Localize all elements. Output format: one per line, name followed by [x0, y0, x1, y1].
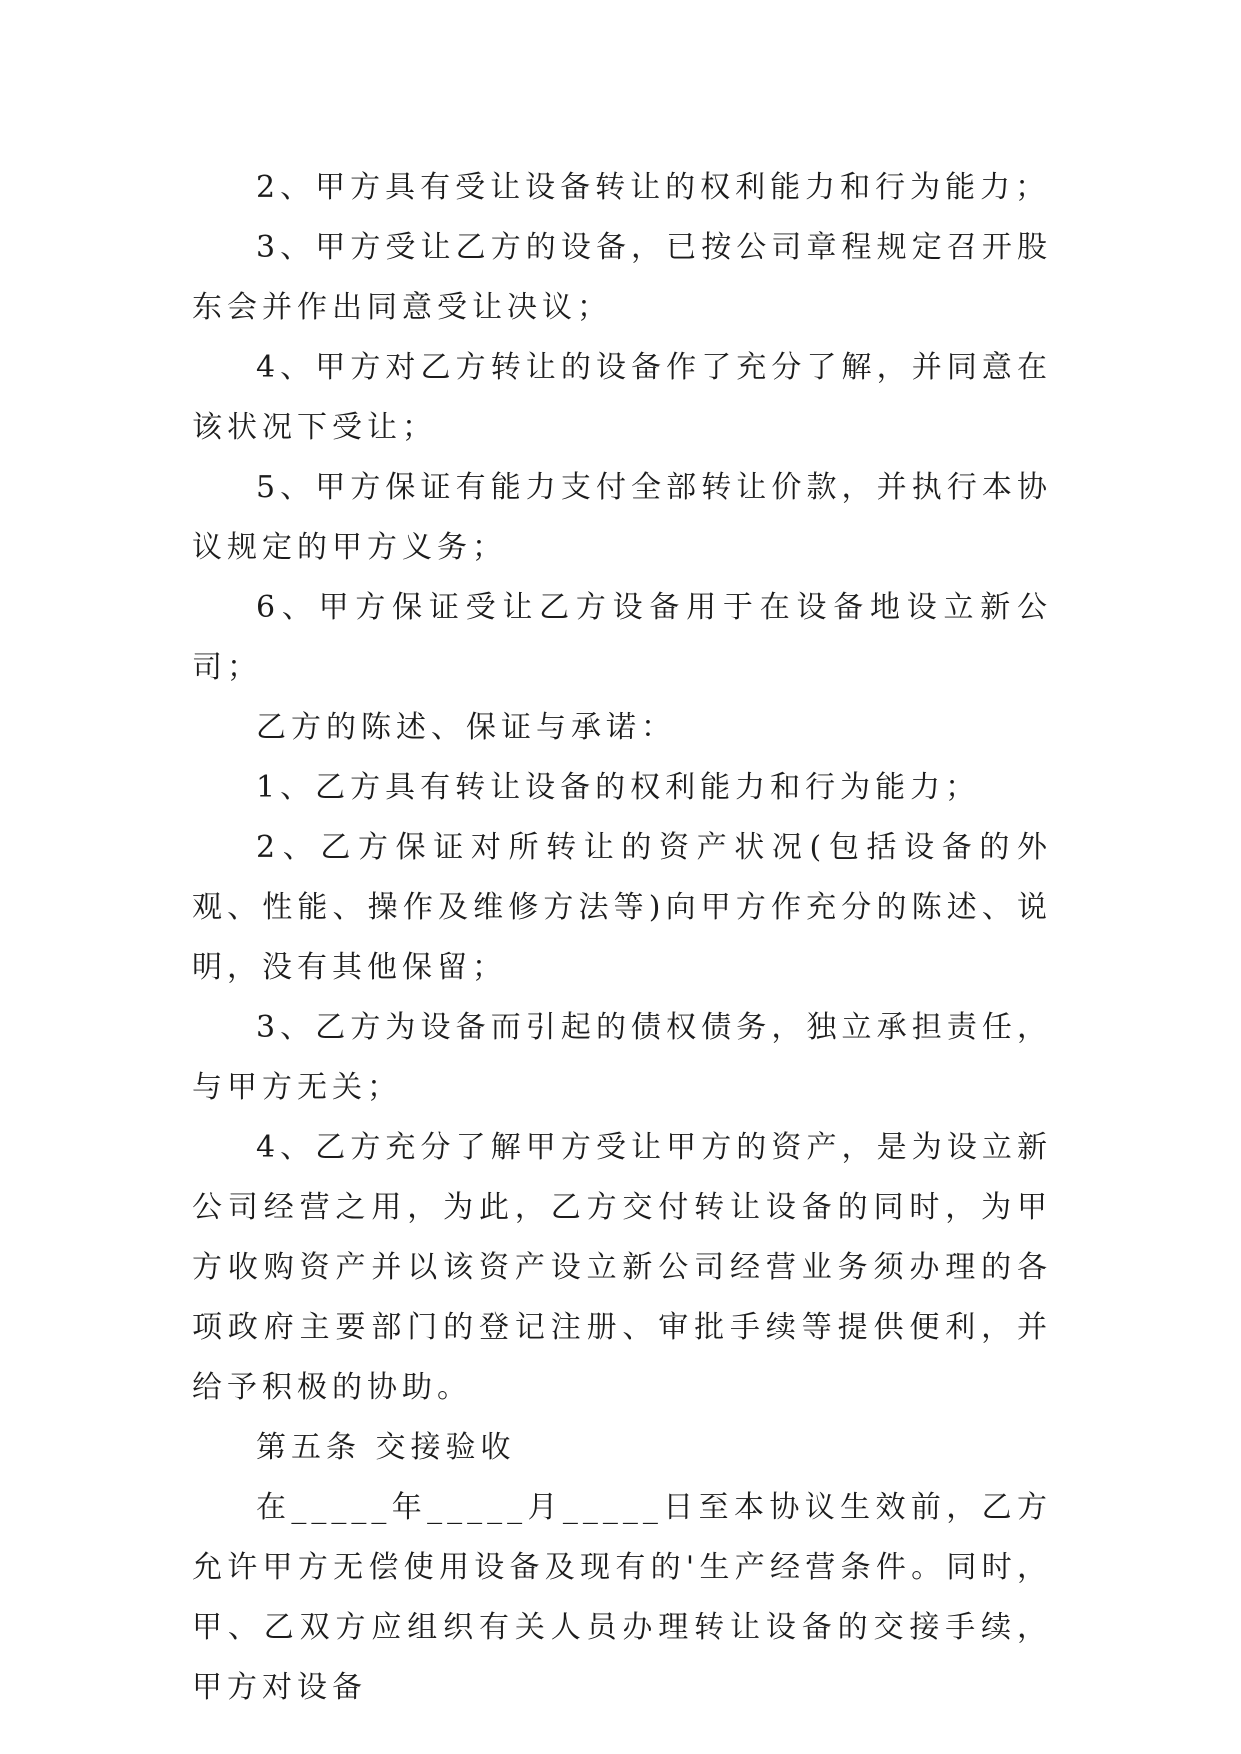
paragraph-buyer-understanding: 4、甲方对乙方转让的设备作了充分了解，并同意在该状况下受让； [192, 350, 1052, 445]
paragraph-buyer-capacity: 2、甲方具有受让设备转让的权利能力和行为能力； [256, 170, 1051, 205]
paragraph-handover-terms: 在_____年_____月_____日至本协议生效前，乙方允许甲方无偿使用设备及现有的'生产经营条件。同时，甲、乙双方应组织有关人员办理转让设备的交接手续，甲方对设备 [192, 1490, 1052, 1705]
section-heading-seller-statements: 乙方的陈述、保证与承诺： [256, 710, 676, 745]
paragraph-seller-disclosure: 2、乙方保证对所转让的资产状况(包括设备的外观、性能、操作及维修方法等)向甲方作充分的陈述、说明，没有其他保留； [192, 830, 1052, 985]
paragraph-buyer-new-company: 6、甲方保证受让乙方设备用于在设备地设立新公司； [192, 590, 1052, 685]
paragraph-buyer-resolution: 3、甲方受让乙方的设备，已按公司章程规定召开股东会并作出同意受让决议； [192, 230, 1052, 325]
paragraph-seller-capacity: 1、乙方具有转让设备的权利能力和行为能力； [256, 770, 981, 805]
paragraph-seller-assistance: 4、乙方充分了解甲方受让甲方的资产，是为设立新公司经营之用，为此，乙方交付转让设备的同时，为甲方收购资产并以该资产设立新公司经营业务须办理的各项政府主要部门的登记注册、审批手续等提供便利，并给予积极的协助。 [192, 1130, 1052, 1405]
paragraph-seller-liability: 3、乙方为设备而引起的债权债务，独立承担责任，与甲方无关； [192, 1010, 1052, 1105]
document-page [192, 158, 1052, 1718]
paragraph-buyer-payment: 5、甲方保证有能力支付全部转让价款，并执行本协议规定的甲方义务； [192, 470, 1052, 565]
article-heading-handover: 第五条 交接验收 [256, 1430, 516, 1465]
